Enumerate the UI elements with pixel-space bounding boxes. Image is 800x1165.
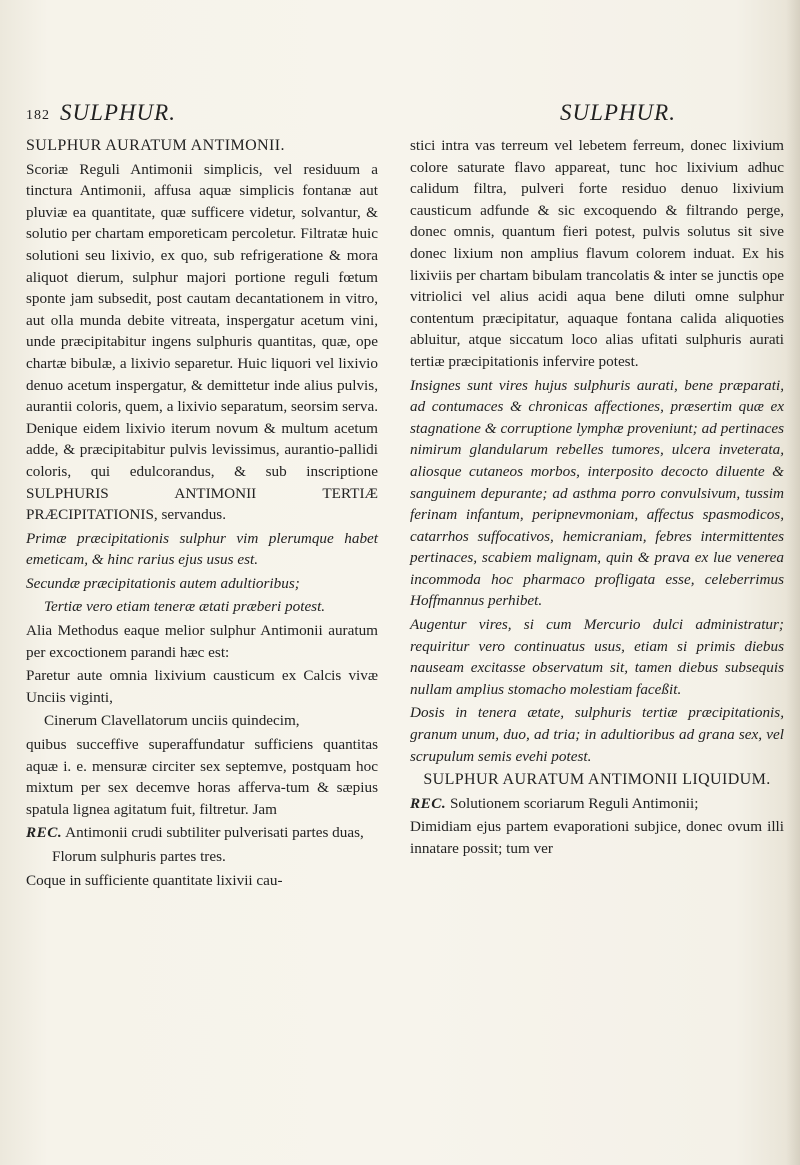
running-title-left: SULPHUR. [60, 100, 176, 125]
section-heading: SULPHUR AURATUM ANTIMONII LIQUIDUM. [423, 771, 771, 789]
recipe-line: Florum sulphuris partes tres. [52, 848, 226, 865]
paragraph: stici intra vas terreum vel lebetem ferreum, donec lixivium colore saturate flavo appareat, tunc hoc lixivium adhuc calidum filtra, pulveri forte residuo denuo lixivium causticum adfunde & sic excoquendo & filtrando perge, donec omnis, quantum fieri potest, pulvis solutus sit sive donec lixium non amplius flavum colorem induat. Ex his lixiviis per chartam bibulam trancolatis & inter se junctis ope vitriolici vel alius acidi aqua bene diluti omne sulphur contentum præcipitatur, aquaque fontana calida aliquoties abluitur, atque siccatum loco alias ufitati sulphuris aurati tertiæ præcipitationis infervire potest. [410, 137, 784, 370]
page-number: 182 [26, 108, 50, 123]
left-column [26, 135, 378, 893]
page-edge-shadow [786, 0, 800, 1165]
paragraph: quibus succeffive superaffundatur sufficiens quantitas aquæ i. e. mensuræ circiter sex septemve, postquam hoc mixtum per sex decemve horas afferva-tum & sæpius spatula lignea agitatum fuit, filtretur. Jam [26, 736, 378, 818]
running-title-right: SULPHUR. [560, 100, 676, 125]
right-column [410, 135, 784, 862]
recipe-line: Solutionem scoriarum Reguli Antimonii; [449, 794, 699, 812]
recipe-label: REC. [26, 824, 63, 842]
paragraph-italic: Augentur vires, si cum Mercurio dulci administratur; requiritur vero continuatus usus, etiam si primis diebus nauseam excitasse observatum sit, tamen diebus subsequis nullam amplius stomacho molestiam faceßit. [410, 616, 784, 698]
paragraph: Coque in sufficiente quantitate lixivii cau- [26, 871, 283, 889]
recipe-line: Paretur aute omnia lixivium causticum ex Calcis vivæ Unciis viginti, [26, 667, 378, 706]
running-head [20, 100, 780, 130]
recipe-line: Antimonii crudi subtiliter pulverisati partes duas, [65, 824, 364, 842]
paragraph: Scoriæ Reguli Antimonii simplicis, vel residuum a tinctura Antimonii, affusa aquæ simplicis fontanæ aut pluviæ ea quantitate, quæ sufficere videtur, solvantur, & solutio per chartam emporeticam percoletur. Filtratæ huic solutioni seu lixivio, ex quo, sub refrigeratione & mora aliquot dierum, sulphur majori portione reguli fœtum sponte jam subsedit, post cautam decantationem in vitro, aut olla munda debite vitreata, inspergatur acetum vini, unde præcipitabitur ingens sulphuris quantitas, quæ, ope chartæ bibulæ, a lixivio separetur. Huic liquori vel lixivio denuo acetum inspergatur, & demittetur inde alius pulvis, aurantii coloris, quem, a lixivio separatum, seorsim serva. Denique eidem lixivio iterum novum & multum acetum adde, & præcipitabitur pulvis levissimus, aurantio-pallidi coloris, qui edulcorandus, & sub inscriptione SULPHURIS ANTIMONII TERTIÆ PRÆCIPITATIONIS, servandus. [26, 160, 378, 524]
paragraph-italic: Secundæ præcipitationis autem adultioribus; [26, 574, 300, 592]
recipe-block [26, 822, 378, 844]
paragraph-italic: Tertiæ vero etiam teneræ ætati præberi potest. [44, 598, 326, 616]
paragraph-italic: Primæ præcipitationis sulphur vim plerumque habet emeticam, & hinc rarius ejus usus est. [26, 529, 378, 569]
section-heading: SULPHUR AURATUM ANTIMONII. [26, 137, 285, 154]
recipe-block [410, 793, 784, 815]
paragraph-italic: Insignes sunt vires hujus sulphuris aurati, bene præparati, ad contumaces & chronicas affectiones, præsertim quæ ex stagnatione & corruptione lymphæ proveniunt; ad pertinaces nimirum glandularum rebelles tumores, ulcera inveterata, aliosque cutaneos morbos, interposito decocto diluente & sanguinem depurante; ad asthma porro convulsivum, tussim ferinam infantum, peripnevmoniam, affectus spasmodicos, catarrhos suffocativos, hemicraniam, febres intermittentes pertinaces, scabiem malignam, quin & prava ex lue venerea incommoda hoc pharmaco profligata esse, celeberrimus Hoffmannus perhibet. [410, 376, 784, 610]
recipe-line: Cinerum Clavellatorum unciis quindecim, [44, 712, 300, 730]
paragraph-italic: Dosis in tenera ætate, sulphuris tertiæ præcipitationis, granum unum, duo, ad tria; in adultioribus ad grana sex, vel scrupulum semis evehi potest. [410, 704, 784, 765]
paragraph: Dimidiam ejus partem evaporationi subjice, donec ovum illi innatare possit; tum ver [410, 818, 784, 857]
paragraph: Alia Methodus eaque melior sulphur Antimonii auratum per excoctionem parandi hæc est: [26, 622, 378, 661]
recipe-label: REC. [410, 794, 447, 812]
